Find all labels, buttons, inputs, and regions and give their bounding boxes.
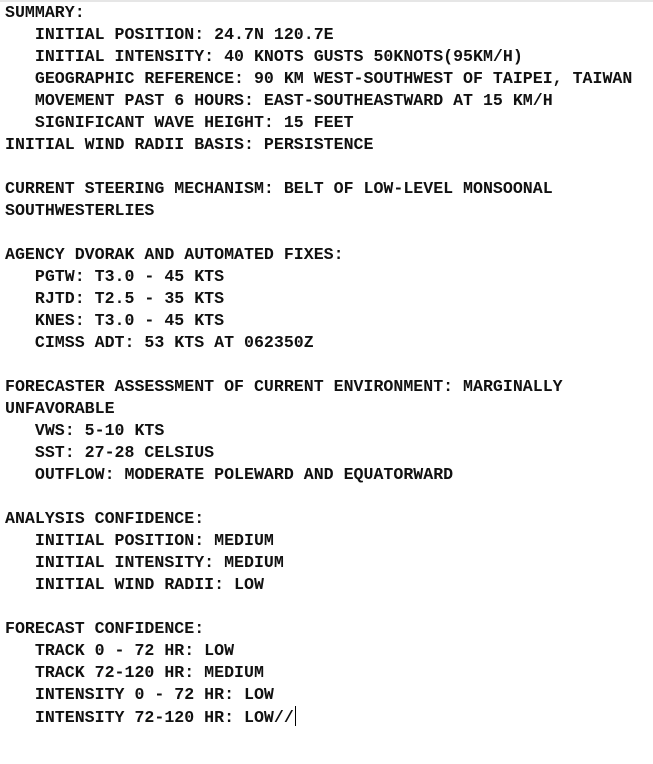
text-line: AGENCY DVORAK AND AUTOMATED FIXES: bbox=[5, 245, 344, 264]
text-cursor bbox=[295, 706, 296, 726]
text-line: KNES: T3.0 - 45 KTS bbox=[5, 311, 225, 330]
text-line: CURRENT STEERING MECHANISM: BELT OF LOW-LEVEL MONSOONAL bbox=[5, 179, 553, 198]
text-line: RJTD: T2.5 - 35 KTS bbox=[5, 289, 225, 308]
text-line: GEOGRAPHIC REFERENCE: 90 KM WEST-SOUTHWEST OF TAIPEI, TAIWAN bbox=[5, 69, 633, 88]
text-line: FORECASTER ASSESSMENT OF CURRENT ENVIRONMENT: MARGINALLY bbox=[5, 377, 563, 396]
blank-line bbox=[5, 486, 632, 508]
text-line: INITIAL WIND RADII: LOW bbox=[5, 575, 264, 594]
text-line: MOVEMENT PAST 6 HOURS: EAST-SOUTHEASTWARD AT 15 KM/H bbox=[5, 91, 553, 110]
text-line: INITIAL POSITION: MEDIUM bbox=[5, 531, 274, 550]
blank-line bbox=[5, 222, 632, 244]
text-line: SOUTHWESTERLIES bbox=[5, 201, 155, 220]
text-document[interactable] bbox=[5, 2, 632, 728]
text-line: INITIAL POSITION: 24.7N 120.7E bbox=[5, 25, 334, 44]
text-line: OUTFLOW: MODERATE POLEWARD AND EQUATORWARD bbox=[5, 465, 454, 484]
text-line: INITIAL WIND RADII BASIS: PERSISTENCE bbox=[5, 135, 374, 154]
text-line: ANALYSIS CONFIDENCE: bbox=[5, 509, 205, 528]
text-line: CIMSS ADT: 53 KTS AT 062350Z bbox=[5, 333, 314, 352]
blank-line bbox=[5, 354, 632, 376]
text-line: FORECAST CONFIDENCE: bbox=[5, 619, 205, 638]
blank-line bbox=[5, 156, 632, 178]
text-line: INTENSITY 0 - 72 HR: LOW bbox=[5, 685, 274, 704]
blank-line bbox=[5, 596, 632, 618]
text-line: PGTW: T3.0 - 45 KTS bbox=[5, 267, 225, 286]
text-line: INTENSITY 72-120 HR: LOW// bbox=[5, 708, 294, 727]
text-line: TRACK 0 - 72 HR: LOW bbox=[5, 641, 235, 660]
text-line: INITIAL INTENSITY: 40 KNOTS GUSTS 50KNOTS(95KM/H) bbox=[5, 47, 523, 66]
text-line: VWS: 5-10 KTS bbox=[5, 421, 165, 440]
text-line: INITIAL INTENSITY: MEDIUM bbox=[5, 553, 284, 572]
text-line: SUMMARY: bbox=[5, 3, 85, 22]
text-line: UNFAVORABLE bbox=[5, 399, 115, 418]
text-line: SST: 27-28 CELSIUS bbox=[5, 443, 215, 462]
text-line: TRACK 72-120 HR: MEDIUM bbox=[5, 663, 264, 682]
text-line: SIGNIFICANT WAVE HEIGHT: 15 FEET bbox=[5, 113, 354, 132]
